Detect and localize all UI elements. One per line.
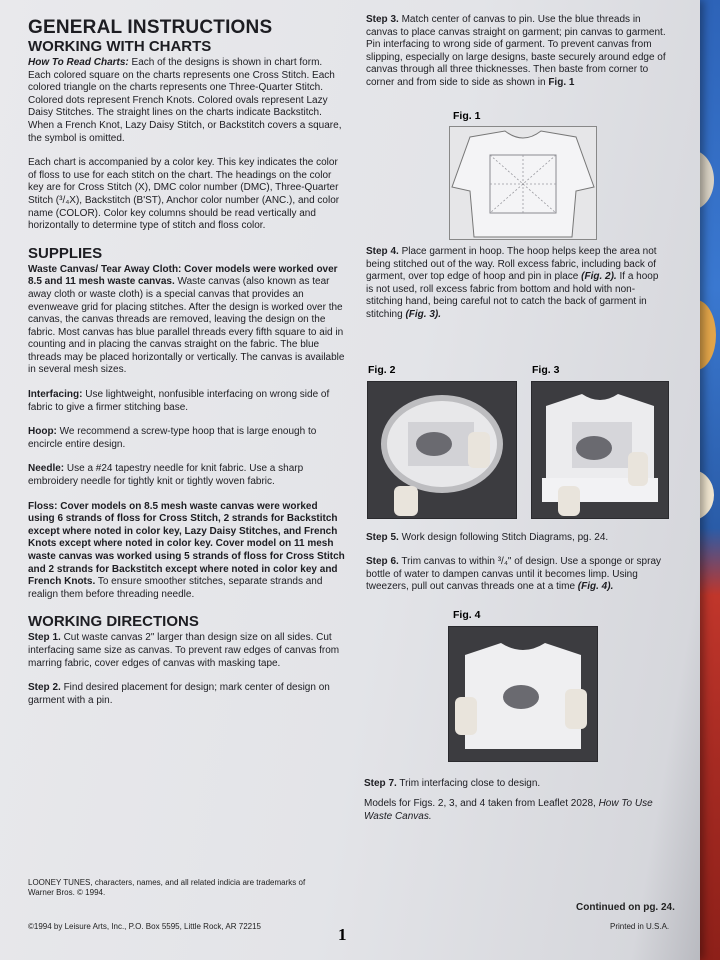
waste-canvas-label: Waste Canvas/ Tear Away Cloth:: [28, 263, 182, 275]
step6-label: Step 6.: [366, 556, 399, 567]
fig3-garment-drawing: [532, 382, 668, 518]
floss-text: To ensure smoother stitches, separate strands and realign them before threading needle.: [28, 576, 323, 600]
models-note-block: [364, 798, 674, 823]
step4-text2: If a hoop is not used, roll excess fabric from bottom and hold with non-stitching hand, being careful not to catch the back of garment in stitching: [366, 271, 659, 320]
copyright-notice: ©1994 by Leisure Arts, Inc., P.O. Box 5595, Little Rock, AR 72215: [28, 922, 261, 931]
step5-text: Work design following Stitch Diagrams, pg. 24.: [401, 532, 609, 543]
step6-block: [366, 556, 666, 594]
step3-text: Match center of canvas to pin. Use the blue threads in canvas to place canvas straight on garment; pin canvas to garment. Pin interfacing to wrong side of garment. To prevent canvas from slipping, especially on large designs, baste securely around edge of canvas through all three thicknesses. Then baste from corner to corner and from side to side as shown in: [366, 14, 666, 88]
page-title: GENERAL INSTRUCTIONS: [28, 17, 273, 38]
step6-paragraph: [366, 556, 666, 594]
step4-fig2-ref: (Fig. 2).: [581, 271, 617, 283]
floss-paragraph: [28, 501, 346, 602]
waste-canvas-paragraph: [28, 264, 346, 377]
step6-text: Trim canvas to within ³/₄" of design. Use a sponge or spray bottle of water to dampen canvas until it becomes limp. Using tweezers, pull out canvas threads one at a time: [366, 556, 662, 593]
step7-label: Step 7.: [364, 778, 397, 789]
step5-paragraph: [366, 532, 666, 545]
fig4-label: Fig. 4: [453, 609, 481, 621]
step2-text: Find desired placement for design; mark center of design on garment with a pin.: [28, 682, 330, 706]
how-to-read-text: Each of the designs is shown in chart form. Each colored square on the charts represents one Cross Stitch. Each colored triangle on the charts represents one Three-Quarter Stitch. Colored dots represent French Knots. Colored ovals represent Lazy Daisy Stitches. The straight lines on the charts indicate Backstitch. When a French Knot, Lazy Daisy Stitch, or Backstitch covers a square, the symbol is omitted.: [28, 57, 342, 144]
section-heading-charts: WORKING WITH CHARTS: [28, 38, 212, 55]
waste-canvas-bold: Cover models were worked over 8.5 and 11 mesh waste canvas.: [28, 263, 338, 288]
step4-label: Step 4.: [366, 246, 399, 257]
fig3-rolled-fabric-photo: [531, 381, 669, 519]
step3-paragraph: [366, 14, 666, 90]
step7-text: Trim interfacing close to design.: [399, 778, 541, 789]
models-note-title: How To Use Waste Canvas.: [364, 798, 653, 822]
floss-label: Floss:: [28, 500, 58, 512]
section-heading-directions: WORKING DIRECTIONS: [28, 613, 199, 631]
step7-block: [364, 778, 664, 791]
fig1-label: Fig. 1: [453, 110, 481, 122]
fig1-sweatshirt-drawing: [450, 127, 596, 239]
step5-block: [366, 532, 666, 545]
step7-paragraph: [364, 778, 664, 791]
fig2-hoop-photo: [367, 381, 517, 519]
printed-in-note: Printed in U.S.A.: [610, 922, 670, 931]
left-column: [28, 18, 346, 707]
fig4-garment-drawing: [449, 627, 597, 761]
needle-text: Use a #24 tapestry needle for knit fabric. Use a sharp embroidery needle for tightly knit or tightly woven fabric.: [28, 463, 304, 488]
color-key-paragraph: Each chart is accompanied by a color key. This key indicates the color of floss to use for each stitch on the chart. The headings on the color key are for Cross Stitch (X), DMC color number (DMC), Three-Quarter Stitch (³/₄X), Backstitch (B'ST), Anchor color number (ANC.), and color name (COLOR). Color key columns should be read vertically and horizontally to determine type of stitch and floss color.: [28, 157, 340, 232]
step4-block: [366, 246, 666, 322]
models-note: [364, 798, 674, 823]
waste-canvas-text: Waste canvas (also known as tear away cloth or waste cloth) is a special canvas that provides an evenweave grid for placing stitches. After the design is worked over the canvas, the canvas threads are removed, leaving the design on the fabric. Most canvas has blue parallel threads every fifth square to aid in counting and in placing the canvas straight on the fabric. The blue threads may be placed horizontally or vertically. The canvas is available in several mesh sizes.: [28, 276, 345, 376]
step3-fig-ref: Fig. 1: [548, 76, 575, 88]
hoop-text: We recommend a screw-type hoop that is large enough to encircle entire design.: [28, 426, 317, 450]
step4-text: Place garment in hoop. The hoop helps keep the area not being stitched out of the way. Roll excess fabric, including back of garment, over top edge of hoop and pin in place: [366, 246, 657, 283]
needle-label: Needle:: [28, 463, 65, 475]
fig3-label: Fig. 3: [532, 364, 560, 376]
step4-paragraph: [366, 246, 666, 322]
step1-paragraph: [28, 632, 346, 670]
step1-label: Step 1.: [28, 632, 61, 644]
fig2-hoop-drawing: [368, 382, 516, 518]
interfacing-label: Interfacing:: [28, 389, 83, 401]
interfacing-paragraph: [28, 389, 346, 414]
step4-fig3-ref: (Fig. 3).: [405, 308, 442, 320]
hoop-label: Hoop:: [28, 426, 57, 438]
interfacing-text: Use lightweight, nonfusible interfacing on wrong side of fabric to give a firmer stitching base.: [28, 389, 330, 413]
page-number: 1: [338, 925, 347, 944]
step2-paragraph: [28, 682, 346, 707]
step2-label: Step 2.: [28, 682, 61, 694]
fig2-label: Fig. 2: [368, 364, 396, 376]
step3-label: Step 3.: [366, 14, 399, 25]
right-column: [366, 14, 666, 90]
how-to-read-label: How To Read Charts:: [28, 57, 129, 68]
step6-fig-ref: (Fig. 4).: [577, 581, 614, 593]
section-heading-supplies: SUPPLIES: [28, 244, 103, 262]
needle-paragraph: [28, 463, 346, 488]
trademark-notice: LOONEY TUNES, characters, names, and all related indicia are trademarks of Warner Bros. © 1994.: [28, 878, 306, 897]
how-to-read-paragraph: [28, 57, 346, 145]
fig4-trimming-photo: [448, 626, 598, 762]
continued-note: Continued on pg. 24.: [576, 902, 675, 913]
step5-label: Step 5.: [366, 532, 399, 543]
step1-text: Cut waste canvas 2" larger than design size on all sides. Cut interfacing same size as canvas. To prevent raw edges of canvas from marring fabric, cover edges of canvas with masking tape.: [28, 632, 340, 669]
hoop-paragraph: [28, 426, 346, 451]
fig1-garment-image: [449, 126, 597, 240]
floss-bold: Cover models on 8.5 mesh waste canvas were worked using 6 strands of floss for Cross Stitch, 2 strands for Backstitch except where noted in color key, Lazy Daisy Stitches, and French Knots except where noted in color key. Cover model on 11 mesh waste canvas was worked using 5 strands of floss for Cross Stitch and 2 strands for Backstitch except where noted in color key and French Knots.: [28, 500, 345, 588]
models-note-text: Models for Figs. 2, 3, and 4 taken from Leaflet 2028,: [364, 798, 596, 809]
